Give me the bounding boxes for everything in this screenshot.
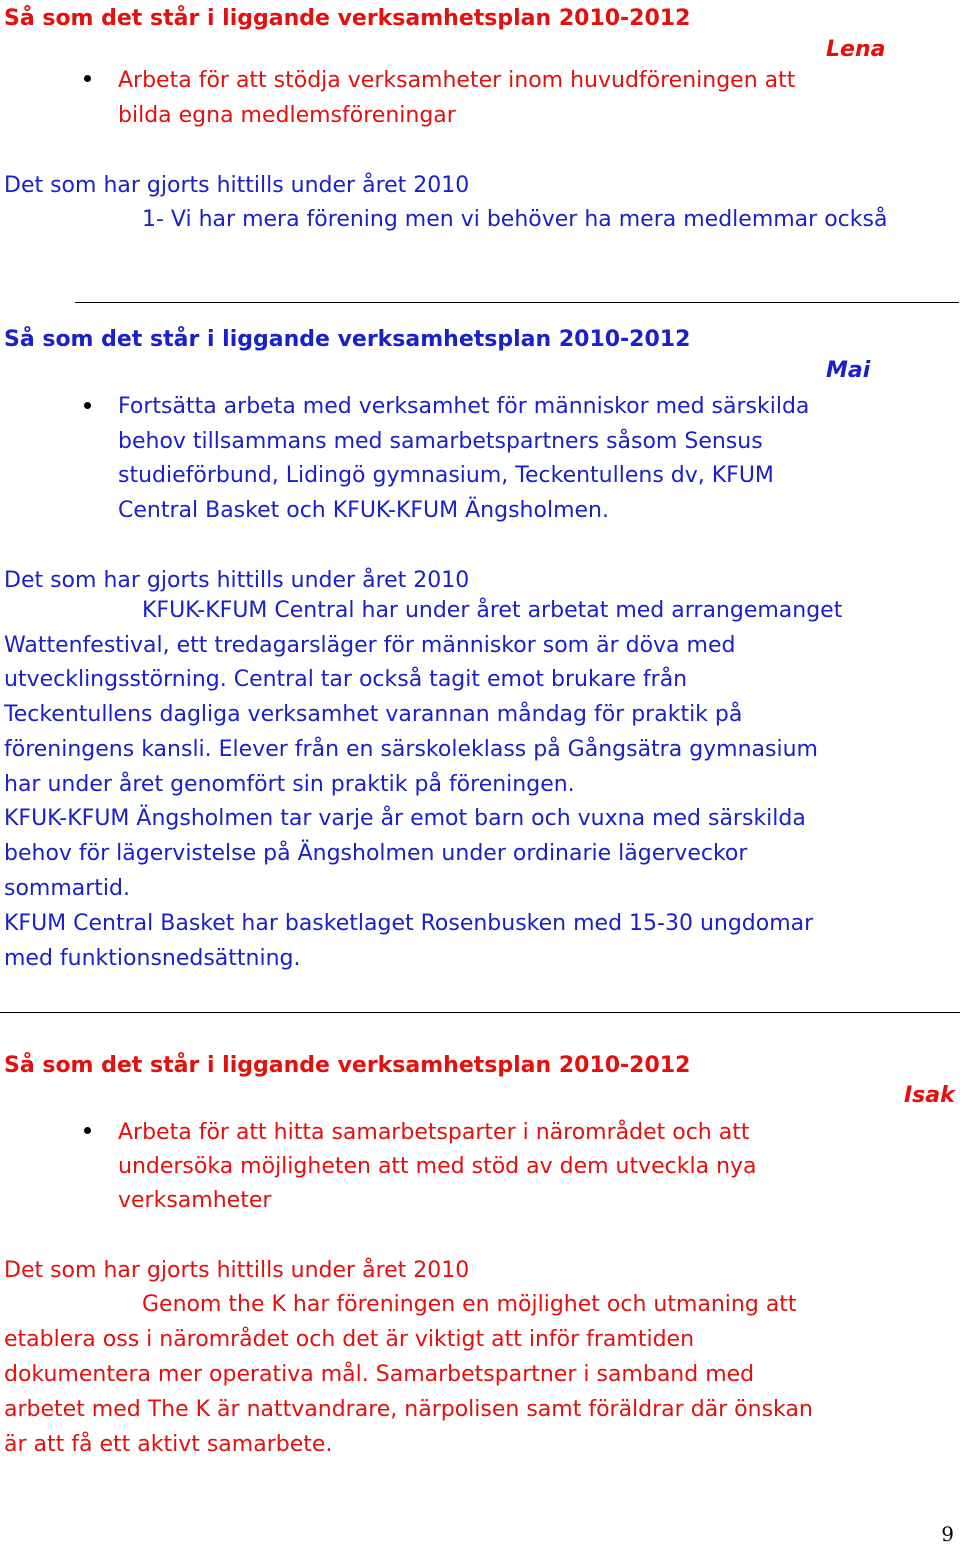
section3-progress-line: Genom the K har föreningen en möjlighet och utmaning att: [142, 1292, 797, 1317]
section-divider: [75, 302, 959, 303]
section2-name: Mai: [826, 358, 871, 383]
bullet-icon: [84, 1127, 91, 1134]
section2-progress-line: KFUM Central Basket har basketlaget Rosenbusken med 15-30 ungdomar: [4, 911, 814, 936]
section2-progress-line: föreningens kansli. Elever från en särskoleklass på Gångsätra gymnasium: [4, 737, 818, 762]
section2-progress-line: Wattenfestival, ett tredagarsläger för människor som är döva med: [4, 633, 736, 658]
section1-name: Lena: [826, 37, 886, 62]
section3-bullet-line: undersöka möjligheten att med stöd av dem utveckla nya: [118, 1154, 757, 1179]
section1-bullet-line: Arbeta för att stödja verksamheter inom huvudföreningen att: [118, 68, 796, 93]
section3-name: Isak: [904, 1083, 955, 1108]
bullet-icon: [84, 402, 91, 409]
bullet-icon: [84, 75, 91, 82]
section2-bullet-line: Central Basket och KFUK-KFUM Ängsholmen.: [118, 498, 609, 523]
section2-progress-heading: Det som har gjorts hittills under året 2010: [4, 568, 470, 593]
section2-progress-line: sommartid.: [4, 876, 131, 901]
page-number: 9: [941, 1522, 954, 1546]
section2-heading: Så som det står i liggande verksamhetsplan 2010-2012: [4, 327, 691, 352]
section2-progress-line: med funktionsnedsättning.: [4, 946, 301, 971]
section3-bullet-line: Arbeta för att hitta samarbetsparter i närområdet och att: [118, 1120, 750, 1145]
section2-progress-line: KFUK-KFUM Ängsholmen tar varje år emot barn och vuxna med särskilda: [4, 806, 806, 831]
section3-progress-heading: Det som har gjorts hittills under året 2010: [4, 1258, 470, 1283]
section3-progress-line: arbetet med The K är nattvandrare, närpolisen samt föräldrar där önskan: [4, 1397, 813, 1422]
section2-progress-line: utvecklingsstörning. Central tar också tagit emot brukare från: [4, 667, 688, 692]
section3-progress-line: dokumentera mer operativa mål. Samarbetspartner i samband med: [4, 1362, 755, 1387]
section1-progress-heading: Det som har gjorts hittills under året 2010: [4, 173, 470, 198]
section3-heading: Så som det står i liggande verksamhetsplan 2010-2012: [4, 1053, 691, 1078]
section2-progress-line: behov för lägervistelse på Ängsholmen under ordinarie lägerveckor: [4, 841, 748, 866]
section2-bullet-line: Fortsätta arbeta med verksamhet för människor med särskilda: [118, 394, 810, 419]
section2-bullet-line: behov tillsammans med samarbetspartners såsom Sensus: [118, 429, 763, 454]
section2-progress-line: KFUK-KFUM Central har under året arbetat med arrangemanget: [142, 598, 843, 623]
section-divider: [0, 1012, 960, 1013]
section1-bullet-line: bilda egna medlemsföreningar: [118, 103, 456, 128]
section3-bullet-line: verksamheter: [118, 1188, 272, 1213]
section2-progress-line: Teckentullens dagliga verksamhet varannan måndag för praktik på: [4, 702, 743, 727]
section3-progress-line: etablera oss i närområdet och det är viktigt att inför framtiden: [4, 1327, 695, 1352]
section2-progress-line: har under året genomfört sin praktik på föreningen.: [4, 772, 575, 797]
section2-bullet-line: studieförbund, Lidingö gymnasium, Teckentullens dv, KFUM: [118, 463, 774, 488]
section1-progress-item: 1- Vi har mera förening men vi behöver ha mera medlemmar också: [142, 207, 888, 232]
section1-heading: Så som det står i liggande verksamhetsplan 2010-2012: [4, 6, 691, 31]
section3-progress-line: är att få ett aktivt samarbete.: [4, 1432, 333, 1457]
